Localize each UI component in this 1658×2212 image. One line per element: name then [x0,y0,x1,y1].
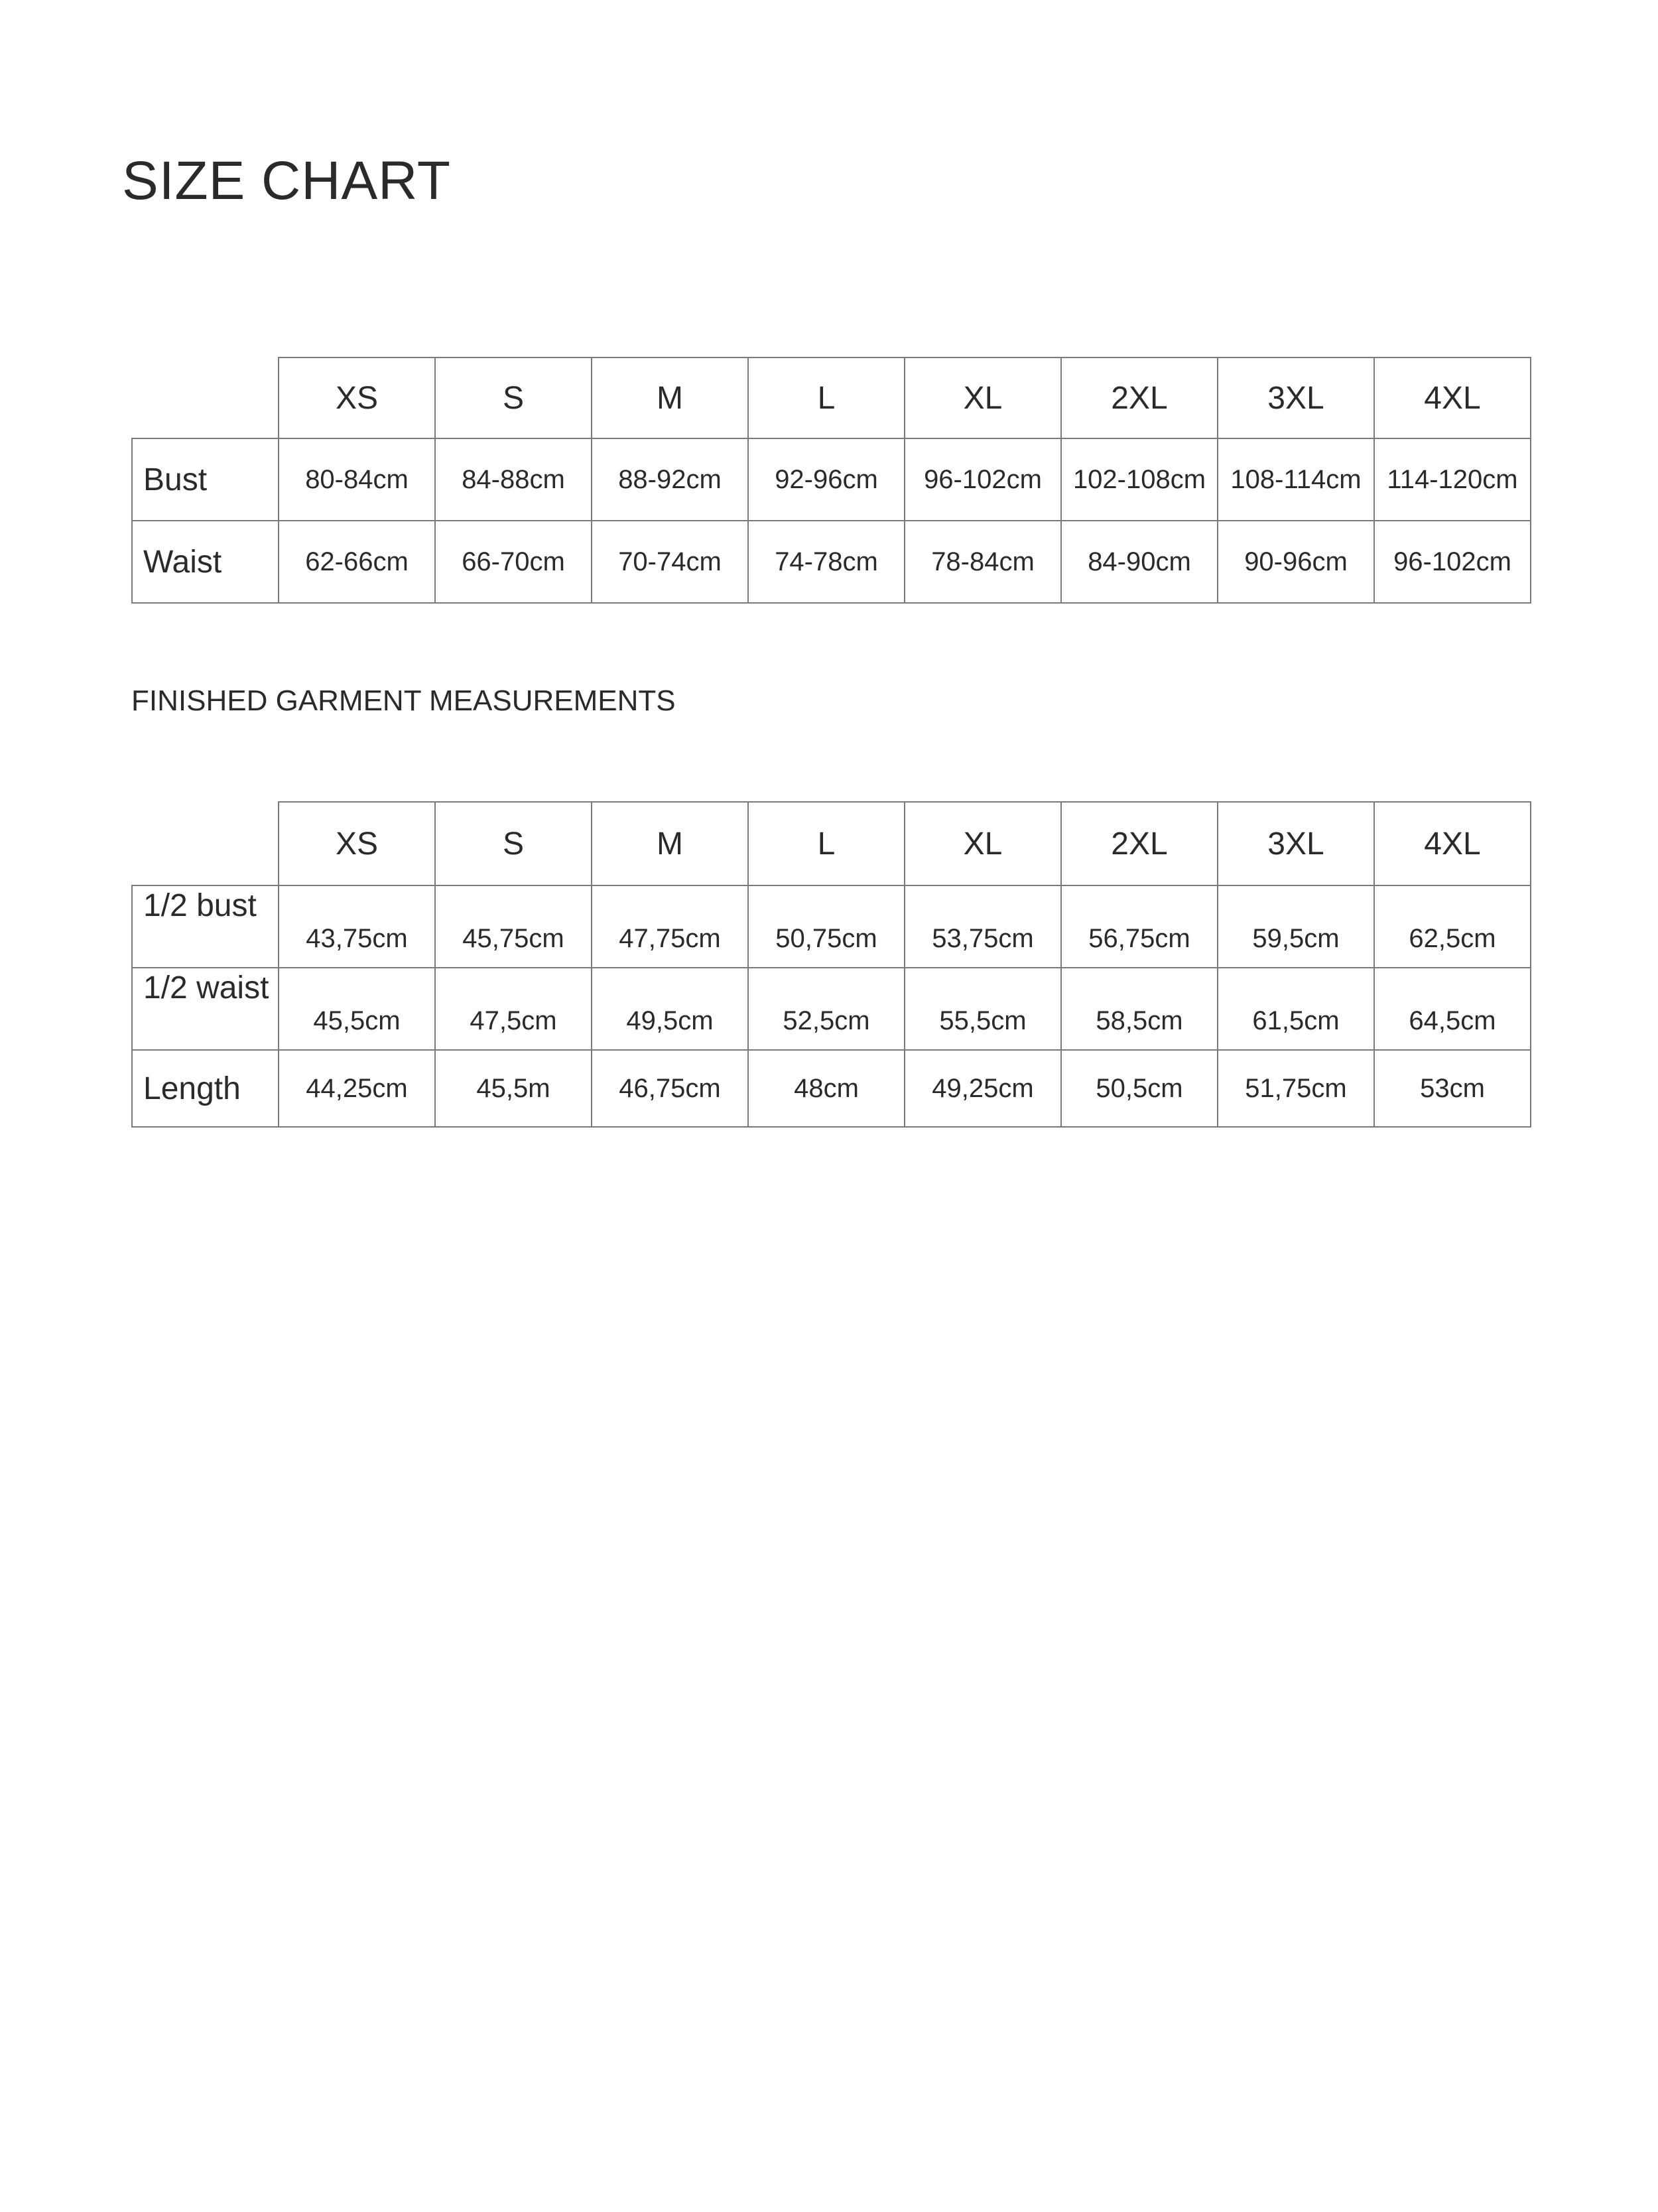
size-header-2xl: 2XL [1061,358,1218,438]
table-cell: 84-90cm [1061,521,1218,603]
table-cell: 88-92cm [592,438,748,521]
table-cell: 56,75cm [1061,885,1218,968]
table-cell: 92-96cm [748,438,905,521]
table-cell: 53,75cm [905,885,1061,968]
table-cell: 59,5cm [1218,885,1374,968]
row-label-length: Length [132,1050,279,1127]
table-cell: 47,5cm [435,968,592,1050]
garment-section-title: FINISHED GARMENT MEASUREMENTS [131,684,676,717]
table-cell: 74-78cm [748,521,905,603]
table-cell: 96-102cm [905,438,1061,521]
table-cell: 43,75cm [279,885,435,968]
table-cell: 78-84cm [905,521,1061,603]
size-header-4xl: 4XL [1374,802,1531,885]
garment-measurements-table [131,801,1531,1128]
table-header-row [132,802,1531,885]
size-header-s: S [435,358,592,438]
table-cell: 45,75cm [435,885,592,968]
table-row-waist [132,521,1531,603]
table-cell: 52,5cm [748,968,905,1050]
size-header-xs: XS [279,358,435,438]
table-cell: 51,75cm [1218,1050,1374,1127]
size-header-l: L [748,802,905,885]
body-measurements-table [131,357,1531,604]
table-cell: 90-96cm [1218,521,1374,603]
table-cell: 58,5cm [1061,968,1218,1050]
size-header-xl: XL [905,802,1061,885]
table-cell: 50,5cm [1061,1050,1218,1127]
size-header-2xl: 2XL [1061,802,1218,885]
table-cell: 50,75cm [748,885,905,968]
table-cell: 62-66cm [279,521,435,603]
size-header-xl: XL [905,358,1061,438]
size-header-s: S [435,802,592,885]
table-cell: 55,5cm [905,968,1061,1050]
table-corner-cell [132,358,279,438]
size-header-l: L [748,358,905,438]
table-row-half-bust [132,885,1531,968]
table-cell: 49,5cm [592,968,748,1050]
table-cell: 102-108cm [1061,438,1218,521]
row-label-waist: Waist [132,521,279,603]
table-cell: 61,5cm [1218,968,1374,1050]
table-cell: 114-120cm [1374,438,1531,521]
table-cell: 48cm [748,1050,905,1127]
table-corner-cell [132,802,279,885]
table-row-length [132,1050,1531,1127]
size-header-xs: XS [279,802,435,885]
size-header-4xl: 4XL [1374,358,1531,438]
table-header-row [132,358,1531,438]
table-row-bust [132,438,1531,521]
size-header-3xl: 3XL [1218,802,1374,885]
table-cell: 70-74cm [592,521,748,603]
table-cell: 62,5cm [1374,885,1531,968]
table-cell: 84-88cm [435,438,592,521]
page-title: SIZE CHART [122,151,451,211]
table-cell: 44,25cm [279,1050,435,1127]
row-label-half-bust: 1/2 bust [132,885,279,968]
row-label-bust: Bust [132,438,279,521]
table-cell: 80-84cm [279,438,435,521]
table-cell: 47,75cm [592,885,748,968]
size-header-m: M [592,802,748,885]
size-header-m: M [592,358,748,438]
table-cell: 46,75cm [592,1050,748,1127]
table-cell: 53cm [1374,1050,1531,1127]
table-cell: 64,5cm [1374,968,1531,1050]
table-cell: 96-102cm [1374,521,1531,603]
size-header-3xl: 3XL [1218,358,1374,438]
table-cell: 49,25cm [905,1050,1061,1127]
table-cell: 45,5cm [279,968,435,1050]
table-cell: 66-70cm [435,521,592,603]
table-row-half-waist [132,968,1531,1050]
table-cell: 108-114cm [1218,438,1374,521]
table-cell: 45,5m [435,1050,592,1127]
row-label-half-waist: 1/2 waist [132,968,279,1050]
